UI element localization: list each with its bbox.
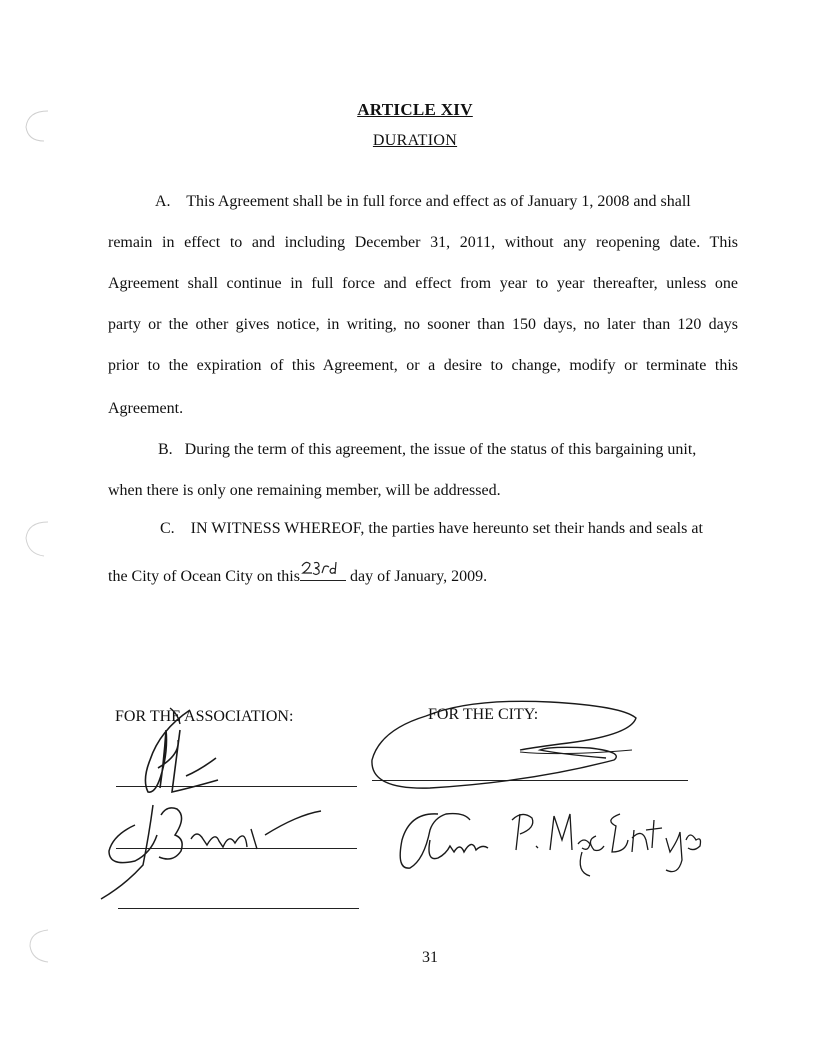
section-c-label: C. (160, 520, 175, 537)
city-label: FOR THE CITY: (428, 706, 539, 723)
section-a-line-1 (155, 193, 735, 211)
section-a-text-1: This Agreement shall be in full force and effect as of January 1, 2008 and shall (186, 193, 691, 210)
city-signature-1 (360, 690, 650, 800)
association-signature-line-3 (118, 908, 359, 909)
section-b-text-1: During the term of this agreement, the issue of the status of this bargaining unit, (184, 441, 697, 458)
section-c-text-1: IN WITNESS WHEREOF, the parties have hereunto set their hands and seals at (190, 520, 703, 537)
section-b-line-2: when there is only one remaining member, will be addressed. (108, 482, 501, 499)
date-blank (300, 566, 346, 581)
city-signature-2 (390, 800, 710, 895)
section-c-text-2: the City of Ocean City on this (108, 568, 300, 585)
association-signature-1 (120, 700, 240, 810)
section-c-line-2 (108, 566, 738, 586)
association-label: FOR THE ASSOCIATION: (115, 708, 294, 725)
section-a-line-6: Agreement. (108, 400, 184, 417)
section-b-label: B. (158, 441, 173, 458)
section-c-text-3: day of January, 2009. (345, 568, 488, 585)
section-a-line-5: prior to the expiration of this Agreement, or a desire to change, modify or terminate this (108, 357, 738, 374)
section-a-line-2: remain in effect to and including December 31, 2011, without any reopening date. This (108, 234, 738, 251)
association-signature-2 (95, 795, 335, 905)
section-a-label: A. (155, 193, 171, 210)
punch-hole-mark-1 (18, 105, 58, 145)
section-b-line-1 (158, 441, 738, 459)
article-title: ARTICLE XIV (357, 100, 473, 119)
section-c-line-1 (160, 520, 740, 538)
page-number: 31 (422, 949, 438, 966)
section-a-line-3: Agreement shall continue in full force and effect from year to year thereafter, unless one (108, 275, 738, 292)
section-a-line-4: party or the other gives notice, in writing, no sooner than 150 days, no later than 120 days (108, 316, 738, 333)
handwritten-date-23rd (298, 558, 352, 580)
punch-hole-mark-2 (18, 516, 58, 560)
article-subtitle: DURATION (372, 132, 458, 149)
